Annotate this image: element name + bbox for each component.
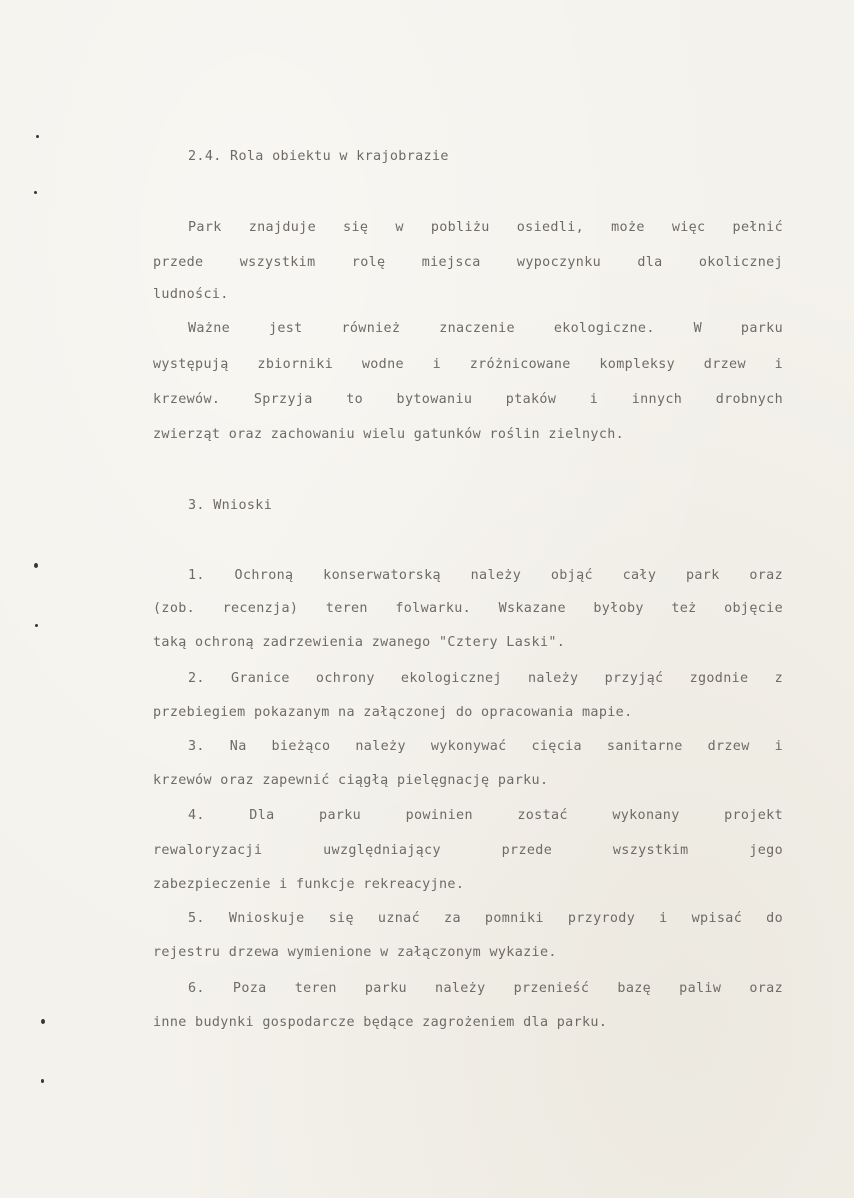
conclusion-item-line: 2. Granice ochrony ekologicznej należy przyjąć zgodnie z <box>188 671 783 686</box>
conclusion-item-line: zabezpieczenie i funkcje rekreacyjne. <box>153 877 465 892</box>
conclusion-item-line: rewaloryzacji uwzględniający przede wszystkim jego <box>153 843 783 858</box>
conclusion-item-line: (zob. recenzja) teren folwarku. Wskazane byłoby też objęcie <box>153 601 783 616</box>
paragraph-line: występują zbiorniki wodne i zróżnicowane kompleksy drzew i <box>153 357 783 372</box>
scan-speck <box>36 135 39 138</box>
scan-speck <box>34 191 37 194</box>
paragraph-line: zwierząt oraz zachowaniu wielu gatunków roślin zielnych. <box>153 427 625 442</box>
conclusion-item-line: 1. Ochroną konserwatorską należy objąć cały park oraz <box>188 568 783 583</box>
conclusion-item-line: 3. Na bieżąco należy wykonywać cięcia sanitarne drzew i <box>188 739 783 754</box>
conclusion-item-line: rejestru drzewa wymienione w załączonym wykazie. <box>153 945 557 960</box>
conclusion-item-line: inne budynki gospodarcze będące zagrożeniem dla parku. <box>153 1015 608 1030</box>
scan-speck <box>34 563 38 568</box>
section-heading-2-4: 2.4. Rola obiektu w krajobrazie <box>188 149 449 164</box>
scan-speck <box>41 1079 44 1083</box>
scan-speck <box>35 624 38 627</box>
scan-speck <box>41 1019 45 1024</box>
conclusion-item-line: przebiegiem pokazanym na załączonej do opracowania mapie. <box>153 705 633 720</box>
conclusion-item-line: 4. Dla parku powinien zostać wykonany projekt <box>188 808 783 823</box>
conclusion-item-line: 6. Poza teren parku należy przenieść bazę paliw oraz <box>188 981 783 996</box>
paragraph-line: ludności. <box>153 287 229 302</box>
paragraph-line: krzewów. Sprzyja to bytowaniu ptaków i innych drobnych <box>153 392 783 407</box>
paragraph-line: przede wszystkim rolę miejsca wypoczynku dla okolicznej <box>153 255 783 270</box>
conclusion-item-line: taką ochroną zadrzewienia zwanego "Cztery Laski". <box>153 635 566 650</box>
conclusion-item-line: 5. Wnioskuje się uznać za pomniki przyrody i wpisać do <box>188 911 783 926</box>
paragraph-line: Park znajduje się w pobliżu osiedli, może więc pełnić <box>188 220 783 235</box>
section-heading-3: 3. Wnioski <box>188 498 273 513</box>
paragraph-line: Ważne jest również znaczenie ekologiczne. W parku <box>188 321 783 336</box>
conclusion-item-line: krzewów oraz zapewnić ciągłą pielęgnację parku. <box>153 773 549 788</box>
